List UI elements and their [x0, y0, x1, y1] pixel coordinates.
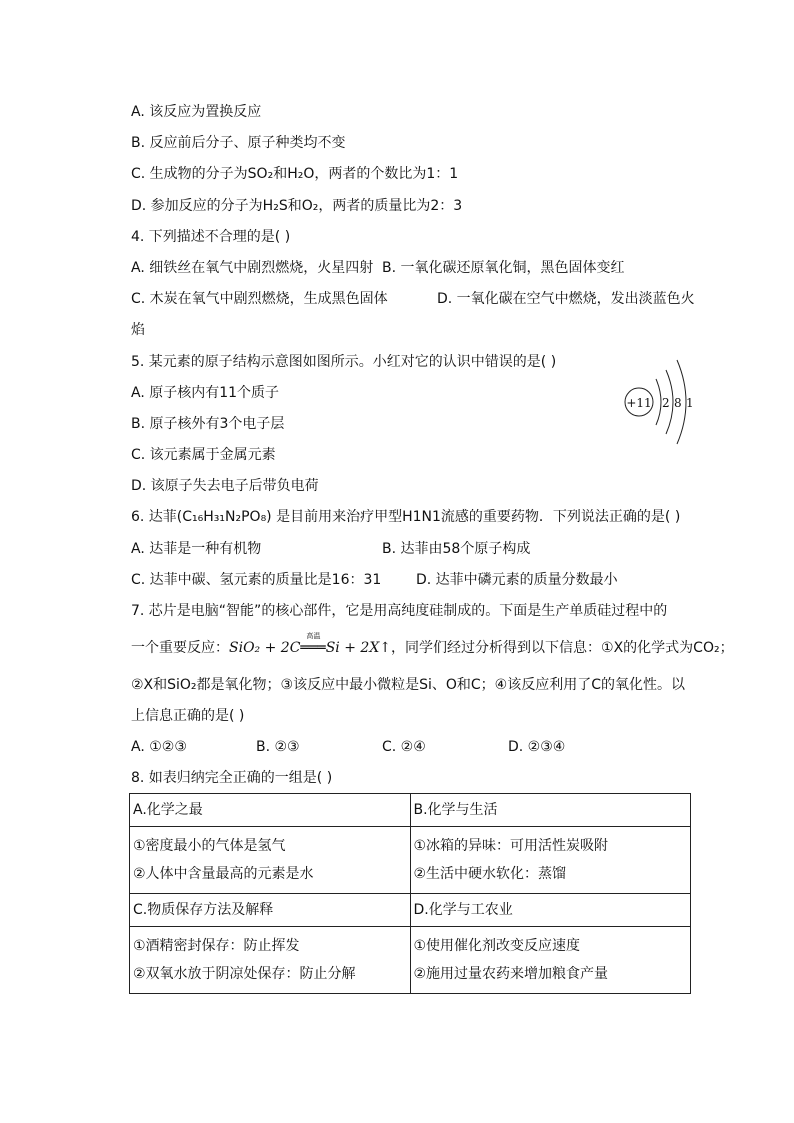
q7-option-b: B. ②③ [256, 739, 300, 755]
shell-1-count: 2 [662, 396, 670, 410]
shell-2-count: 8 [674, 396, 682, 410]
q7-line-2 [131, 632, 734, 658]
q7-line-4: 上信息正确的是( ) [131, 708, 245, 724]
q3-option-b: B. 反应前后分子、原子种类均不变 [131, 135, 346, 151]
q5-option-c: C. 该元素属于金属元素 [131, 447, 276, 463]
q7-line-1: 7. 芯片是电脑“智能”的核心部件，它是用高纯度硅制成的。下面是生产单质硅过程中的 [131, 603, 668, 619]
table-c-item-2: ②双氧水放于阴凉处保存：防止分解 [133, 966, 356, 982]
q4-option-d-wrap: 焰 [131, 322, 145, 338]
shell-arc-1 [656, 379, 661, 425]
q6-option-d: D. 达菲中磷元素的质量分数最小 [416, 572, 618, 588]
table-head-c: C.物质保存方法及解释 [130, 894, 411, 927]
q3-option-a: A. 该反应为置换反应 [131, 104, 262, 120]
table-d-item-2: ②施用过量农药来增加粮食产量 [413, 966, 609, 982]
q7-option-d: D. ②③④ [508, 739, 566, 755]
q7-line-3: ②X和SiO₂都是氧化物；③该反应中最小微粒是Si、O和C；④该反应利用了C的氧化性。以 [131, 677, 685, 693]
q4-option-a: A. 细铁丝在氧气中剧烈燃烧，火星四射 [131, 260, 374, 276]
q6-option-c: C. 达菲中碳、氢元素的质量比是16：31 [131, 572, 382, 588]
q3-option-d: D. 参加反应的分子为H₂S和O₂，两者的质量比为2：3 [131, 198, 463, 214]
table-b-item-1: ①冰箱的异味：可用活性炭吸附 [413, 838, 609, 854]
q7-equation-right: Si + 2X↑ [325, 640, 392, 656]
q7-option-a: A. ①②③ [131, 739, 187, 755]
table-head-b: B.化学与生活 [410, 794, 691, 827]
q4-option-b: B. 一氧化碳还原氧化铜，黑色固体变红 [382, 260, 625, 276]
table-cell-c [130, 927, 411, 994]
table-cell-d [410, 927, 691, 994]
table-head-a: A.化学之最 [130, 794, 411, 827]
q3-option-c: C. 生成物的分子为SO₂和H₂O，两者的个数比为1：1 [131, 166, 459, 182]
table-cell-b [410, 827, 691, 894]
table-b-item-2: ②生活中硬水软化：蒸馏 [413, 866, 567, 882]
q5-option-a: A. 原子核内有11个质子 [131, 385, 280, 401]
table-head-d: D.化学与工农业 [410, 894, 691, 927]
q4-stem: 4. 下列描述不合理的是( ) [131, 229, 291, 245]
q4-option-d: D. 一氧化碳在空气中燃烧，发出淡蓝色火 [437, 291, 695, 307]
q7-option-c: C. ②④ [382, 739, 426, 755]
q5-option-b: B. 原子核外有3个电子层 [131, 416, 285, 432]
q8-stem: 8. 如表归纳完全正确的一组是( ) [131, 770, 333, 786]
q7-condition: 高温 ═══ [300, 638, 325, 658]
shell-3-count: 1 [686, 396, 694, 410]
table-c-item-1: ①酒精密封保存：防止挥发 [133, 938, 300, 954]
q6-stem: 6. 达菲(C₁₆H₃₁N₂PO₈) 是目前用来治疗甲型H1N1流感的重要药物．下列说法正确的是( ) [131, 509, 681, 525]
atom-structure-diagram [622, 355, 702, 445]
q7-line-2-prefix: 一个重要反应： [131, 640, 229, 656]
q8-summary-table [129, 793, 691, 994]
q6-option-b: B. 达菲由58个原子构成 [382, 541, 531, 557]
q7-condition-label: 高温 [306, 632, 321, 640]
nucleus-label: +11 [626, 396, 652, 410]
table-d-item-1: ①使用催化剂改变反应速度 [413, 938, 581, 954]
q7-line-2-suffix: ，同学们经过分析得到以下信息：①X的化学式为CO₂； [391, 640, 734, 656]
q4-option-c: C. 木炭在氧气中剧烈燃烧，生成黑色固体 [131, 291, 388, 307]
q5-option-d: D. 该原子失去电子后带负电荷 [131, 478, 319, 494]
table-a-item-2: ②人体中含量最高的元素是水 [133, 866, 314, 882]
q5-stem: 5. 某元素的原子结构示意图如图所示。小红对它的认识中错误的是( ) [131, 354, 557, 370]
table-cell-a [130, 827, 411, 894]
q6-option-a: A. 达菲是一种有机物 [131, 541, 262, 557]
table-a-item-1: ①密度最小的气体是氢气 [133, 838, 286, 854]
q7-equation-left: SiO₂ + 2C [229, 640, 301, 656]
